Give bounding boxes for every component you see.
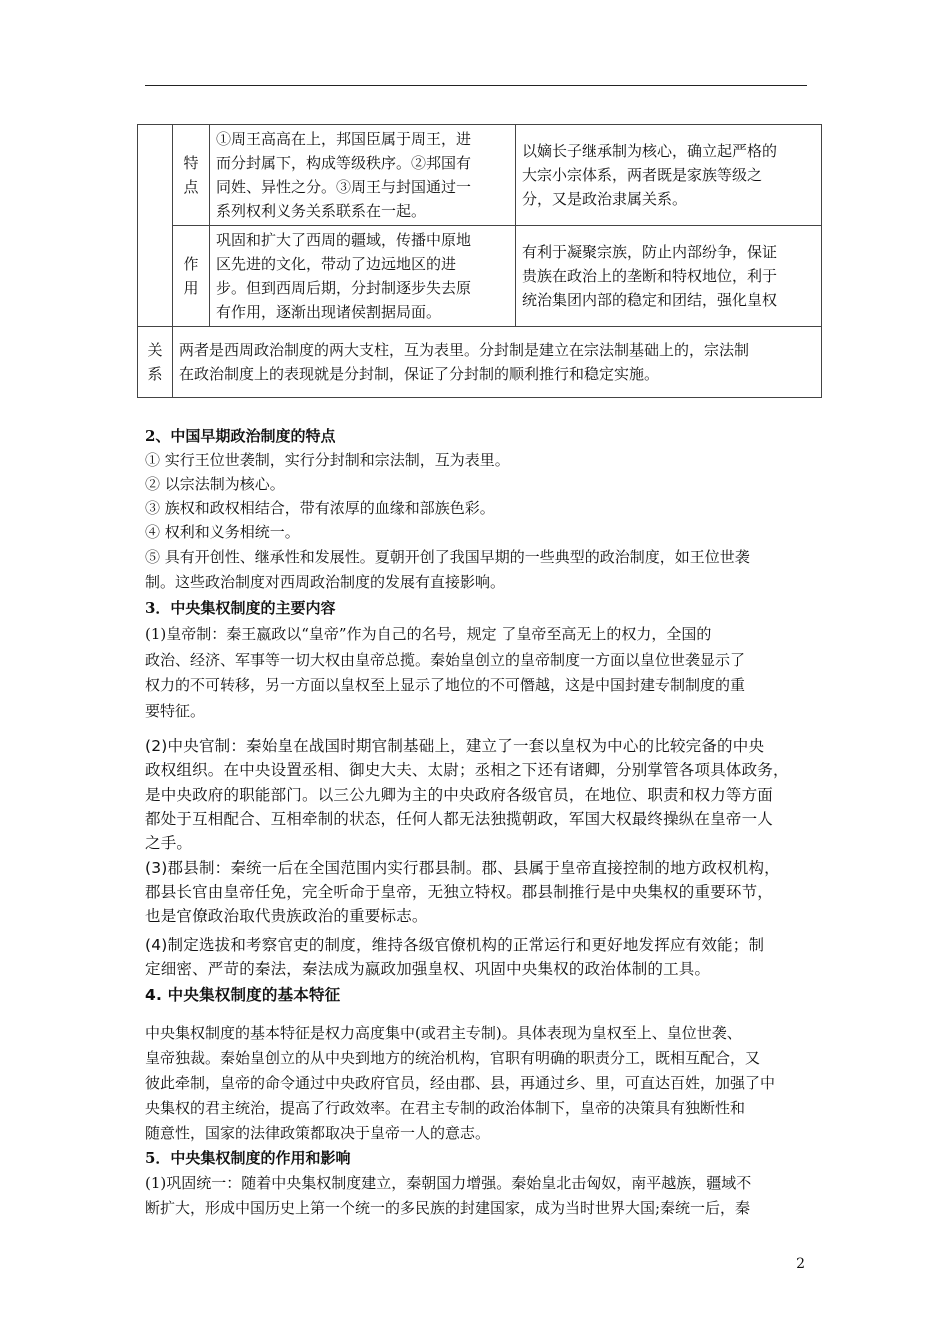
scanned-text-line: (4)制定选拔和考察官吏的制度，维持各级官僚机构的正常运行和更好地发挥应有效能；制 [145,936,765,954]
cell-line: 有利于凝聚宗族，防止内部纷争，保证 [522,243,778,261]
section3-heading: 3．中央集权制度的主要内容 [145,599,336,617]
row-label-features: 特点 [173,125,210,226]
section5-line: (1)巩固统一：随着中央集权制度建立，秦朝国力增强。秦始皇北击匈奴，南平越族，疆域不 [145,1174,752,1192]
scanned-text-line: 是中央政府的职能部门。以三公九卿为主的中央政府各级官员，在地位、职责和权力等方面 [145,786,774,804]
cell-patriarchal-effects [516,226,822,327]
header-rule [145,85,807,86]
section4-line: 中央集权制度的基本特征是权力高度集中(或君主专制)。具体表现为皇权至上、皇位世袭、 [145,1024,742,1042]
cell-relation [173,327,822,398]
cell-line: 在政治制度上的表现就是分封制，保证了分封制的顺利推行和稳定实施。 [179,365,660,383]
scanned-text-line: 郡县长官由皇帝任免，完全听命于皇帝，无独立特权。郡县制推行是中央集权的重要环节， [145,883,774,901]
cell-line: 两者是西周政治制度的两大支柱，互为表里。分封制是建立在宗法制基础上的，宗法制 [179,341,750,359]
cell-enfeoffment-features [210,125,516,226]
row-label-effects: 作用 [173,226,210,327]
section4-line: 皇帝独裁。秦始皇创立的从中央到地方的统治机构，官职有明确的职责分工，既相互配合，又 [145,1049,761,1067]
scanned-text-line: 定细密、严苛的秦法，秦法成为嬴政加强皇权、巩固中央集权的政治体制的工具。 [145,960,711,978]
scanned-text-line: (2)中央官制：秦始皇在战国时期官制基础上，建立了一套以皇权为中心的比较完备的中央 [145,737,765,755]
section2-item: ① 实行王位世袭制，实行分封制和宗法制，互为表里。 [145,451,510,469]
cell-line: 有作用，逐渐出现诸侯割据局面。 [216,303,442,321]
table-row-effects [138,226,822,327]
section2-item: 制。这些政治制度对西周政治制度的发展有直接影响。 [145,573,506,591]
cell-line: 贵族在政治上的垄断和特权地位，利于 [522,267,778,285]
section5-heading: 5．中央集权制度的作用和影响 [145,1149,351,1167]
cell-line: 巩固和扩大了西周的疆域，传播中原地 [216,231,472,249]
cell-line: 大宗小宗体系，两者既是家族等级之 [522,166,763,184]
section2-item: ② 以宗法制为核心。 [145,475,285,493]
cell-line: 统治集团内部的稳定和团结，强化皇权 [522,291,778,309]
scanned-text-line: 也是官僚政治取代贵族政治的重要标志。 [145,907,428,925]
table-row-relation [138,327,822,398]
section2-item: ③ 族权和政权相结合，带有浓厚的血缘和部族色彩。 [145,499,495,517]
section4-line: 随意性，国家的法律政策都取决于皇帝一人的意志。 [145,1124,491,1142]
row-label-relation: 关系 [138,327,173,398]
section3-paragraph-line: 权力的不可转移，另一方面以皇权至上显示了地位的不可僭越，这是中国封建专制制度的重 [145,676,746,694]
section4-heading: 4. 中央集权制度的基本特征 [145,986,341,1004]
section3-paragraph-line: 要特征。 [145,702,206,720]
cell-patriarchal-features [516,125,822,226]
cell-line: 以嫡长子继承制为核心，确立起严格的 [522,142,778,160]
scanned-text-line: 都处于互相配合、互相牵制的状态，任何人都无法独揽朝政，军国大权最终操纵在皇帝一人 [145,810,774,828]
section3-paragraph-line: (1)皇帝制：秦王嬴政以“皇帝”作为自己的名号，规定 了皇帝至高无上的权力，全国的 [145,625,712,643]
cell-line: 分，又是政治隶属关系。 [522,190,688,208]
table-row-features [138,125,822,226]
cell-line: 系列权利义务关系联系在一起。 [216,202,427,220]
scanned-text-line: (3)郡县制：秦统一后在全国范围内实行郡县制。郡、县属于皇帝直接控制的地方政权机构， [145,859,780,877]
scanned-text-line: 政权组织。在中央设置丞相、御史大夫、太尉；丞相之下还有诸卿，分别掌管各项具体政务， [145,761,789,779]
table-blank-cell [138,125,173,327]
section5-line: 断扩大，形成中国历史上第一个统一的多民族的封建国家，成为当时世界大国;秦统一后，秦 [145,1199,751,1217]
cell-line: 区先进的文化，带动了边远地区的进 [216,255,457,273]
section3-paragraph-line: 政治、经济、军事等一切大权由皇帝总揽。秦始皇创立的皇帝制度一方面以皇位世袭显示了 [145,651,746,669]
cell-line: 而分封属下，构成等级秩序。②邦国有 [216,154,472,172]
section2-item: ④ 权利和义务相统一。 [145,523,300,541]
section2-item: ⑤ 具有开创性、继承性和发展性。夏朝开创了我国早期的一些典型的政治制度，如王位世袭 [145,548,750,566]
page-number: 2 [796,1256,805,1272]
section4-line: 央集权的君主统治，提高了行政效率。在君主专制的政治体制下，皇帝的决策具有独断性和 [145,1099,746,1117]
comparison-table [137,124,822,398]
cell-line: ①周王高高在上，邦国臣属于周王，进 [216,130,472,148]
section4-line: 彼此牵制，皇帝的命令通过中央政府官员，经由郡、县，再通过乡、里，可直达百姓，加强了中 [145,1074,776,1092]
cell-enfeoffment-effects [210,226,516,327]
section2-heading: 2、中国早期政治制度的特点 [145,427,336,445]
scanned-text-line: 之手。 [145,834,193,852]
cell-line: 同姓、异性之分。③周王与封国通过一 [216,178,472,196]
cell-line: 步。但到西周后期，分封制逐步失去原 [216,279,472,297]
